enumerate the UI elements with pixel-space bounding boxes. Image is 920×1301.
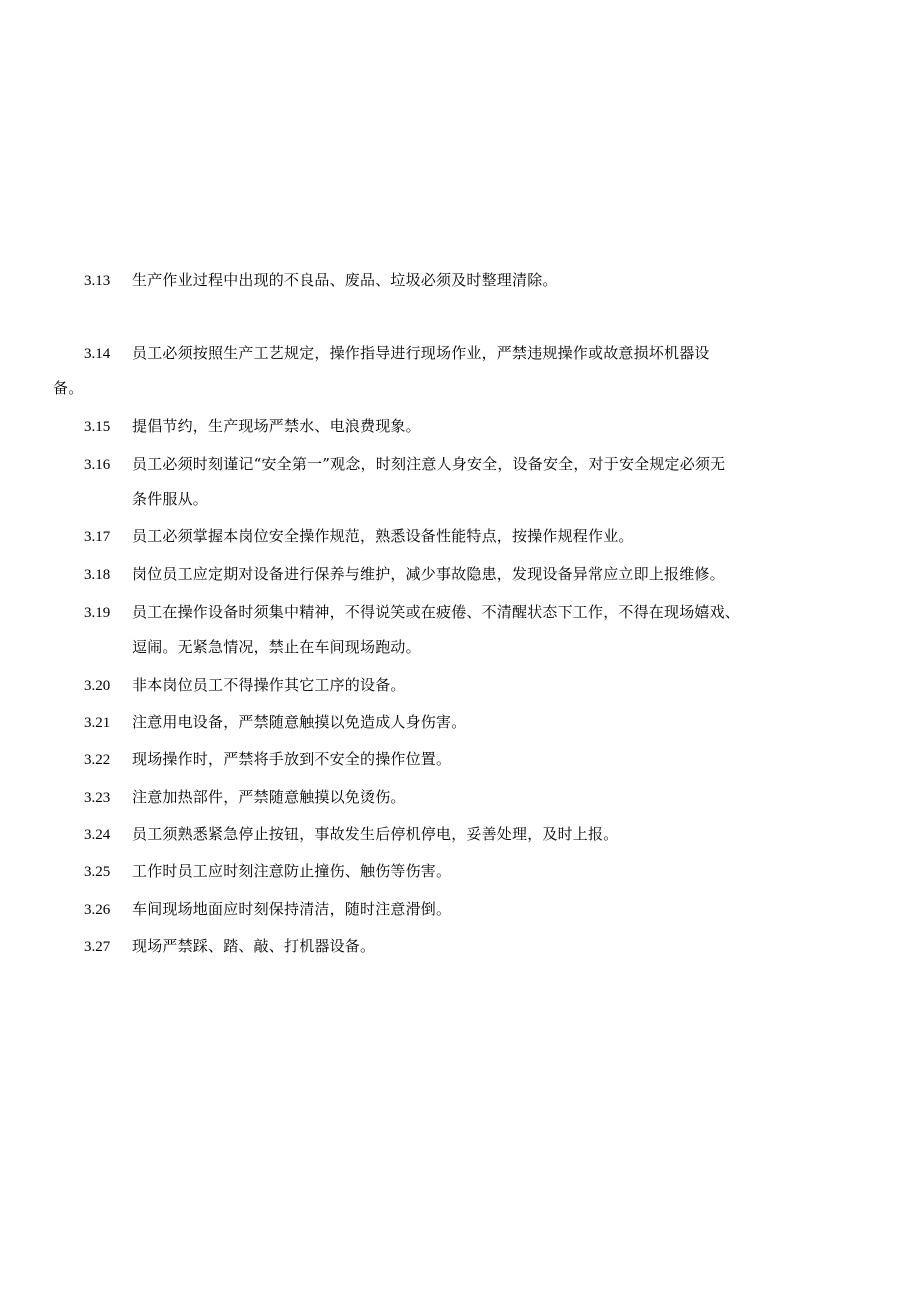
clause-3-27 [84, 929, 874, 964]
clause-text: 注意加热部件，严禁随意触摸以免烫伤。 [132, 788, 406, 806]
clause-3-24 [84, 817, 874, 852]
clause-number: 3.25 [84, 864, 111, 880]
clause-number: 3.18 [84, 567, 111, 583]
clause-number: 3.16 [84, 457, 111, 473]
clause-text: 车间现场地面应时刻保持清洁，随时注意滑倒。 [132, 900, 452, 918]
clause-continuation: 逗闹。无紧急情况，禁止在车间现场跑动。 [132, 638, 421, 656]
clause-text: 生产作业过程中出现的不良品、废品、垃圾必须及时整理清除。 [132, 271, 558, 289]
clause-3-22 [84, 742, 874, 777]
clause-3-18 [84, 557, 874, 592]
clause-number: 3.14 [84, 346, 111, 362]
clause-text: 员工须熟悉紧急停止按钮，事故发生后停机停电，妥善处理，及时上报。 [132, 825, 619, 843]
clause-text: 员工必须时刻谨记“安全第一”观念，时刻注意人身安全，设备安全，对于安全规定必须无 [132, 455, 726, 473]
clause-number: 3.24 [84, 827, 111, 843]
clause-number: 3.15 [84, 419, 111, 435]
clause-number: 3.13 [84, 273, 111, 289]
clause-continuation: 备。 [53, 379, 84, 397]
clause-3-19 [84, 595, 874, 630]
clause-number: 3.21 [84, 715, 111, 731]
clause-text: 员工必须掌握本岗位安全操作规范，熟悉设备性能特点，按操作规程作业。 [132, 527, 634, 545]
clause-number: 3.22 [84, 752, 111, 768]
clause-3-16 [84, 447, 874, 482]
clause-3-15 [84, 409, 874, 444]
clause-3-14 [84, 336, 874, 371]
clause-text: 现场操作时，严禁将手放到不安全的操作位置。 [132, 750, 452, 768]
clause-3-20 [84, 668, 874, 703]
clause-text: 员工必须按照生产工艺规定，操作指导进行现场作业，严禁违规操作或故意损坏机器设 [132, 344, 710, 362]
clause-3-13 [84, 263, 874, 298]
clause-continuation: 条件服从。 [132, 490, 209, 508]
clause-3-26 [84, 892, 874, 927]
clause-number: 3.17 [84, 529, 111, 545]
clause-3-23 [84, 780, 874, 815]
clause-text: 现场严禁踩、踏、敲、打机器设备。 [132, 937, 376, 955]
clause-number: 3.20 [84, 678, 111, 694]
clause-text: 工作时员工应时刻注意防止撞伤、触伤等伤害。 [132, 862, 452, 880]
clause-text: 员工在操作设备时须集中精神，不得说笑或在疲倦、不清醒状态下工作，不得在现场嬉戏、 [132, 603, 741, 621]
clause-number: 3.26 [84, 902, 111, 918]
clause-text: 非本岗位员工不得操作其它工序的设备。 [132, 676, 406, 694]
clause-text: 提倡节约，生产现场严禁水、电浪费现象。 [132, 417, 421, 435]
clause-3-21 [84, 705, 874, 740]
clause-number: 3.23 [84, 790, 111, 806]
clause-text: 注意用电设备，严禁随意触摸以免造成人身伤害。 [132, 713, 467, 731]
clause-number: 3.19 [84, 605, 111, 621]
clause-3-17 [84, 519, 874, 554]
clause-text: 岗位员工应定期对设备进行保养与维护，减少事故隐患，发现设备异常应立即上报维修。 [132, 565, 725, 583]
clause-number: 3.27 [84, 939, 111, 955]
clause-3-25 [84, 854, 874, 889]
